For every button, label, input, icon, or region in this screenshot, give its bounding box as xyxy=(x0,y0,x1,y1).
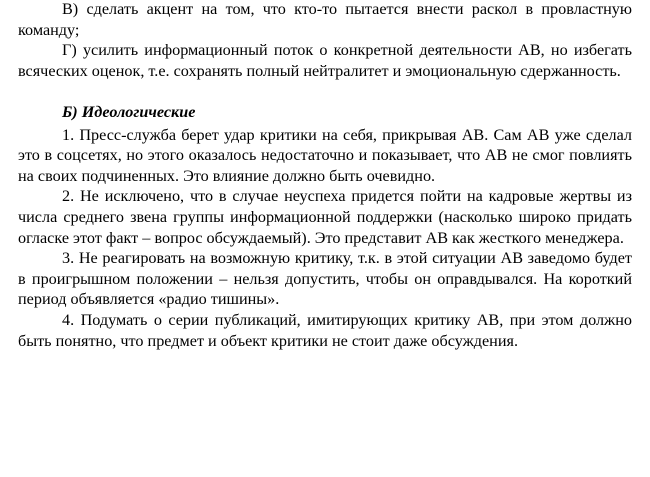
document-page xyxy=(18,0,632,351)
blank-line xyxy=(18,81,632,102)
paragraph-v: В) сделать акцент на том, что кто-то пытается внести раскол в провластную команду; xyxy=(18,0,632,39)
paragraph-1: 1. Пресс-служба берет удар критики на себя, прикрывая АВ. Сам АВ уже сделал это в соцсетях, но этого оказалось недостаточно и показывает, что АВ не смог повлиять на своих подчиненных. Это влияние должно быть очевидно. xyxy=(18,125,632,185)
paragraph-4: 4. Подумать о серии публикаций, имитирующих критику АВ, при этом должно быть понятно, что предмет и объект критики не стоит даже обсуждения. xyxy=(18,310,632,350)
paragraph-2: 2. Не исключено, что в случае неуспеха придется пойти на кадровые жертвы из числа среднего звена группы информационной поддержки (насколько широко придать огласке этот факт – вопрос обсуждаемый). Это представит АВ как жесткого менеджера. xyxy=(18,187,632,247)
paragraph-3: 3. Не реагировать на возможную критику, т.к. в этой ситуации АВ заведомо будет в проигрышном положении – нельзя допустить, чтобы он оправдывался. На короткий период объявляется «радио тишины». xyxy=(18,249,632,309)
section-heading: Б) Идеологические xyxy=(62,102,196,121)
paragraph-g: Г) усилить информационный поток о конкретной деятельности АВ, но избегать всяческих оценок, т.е. сохранять полный нейтралитет и эмоциональную сдержанность. xyxy=(18,41,632,80)
